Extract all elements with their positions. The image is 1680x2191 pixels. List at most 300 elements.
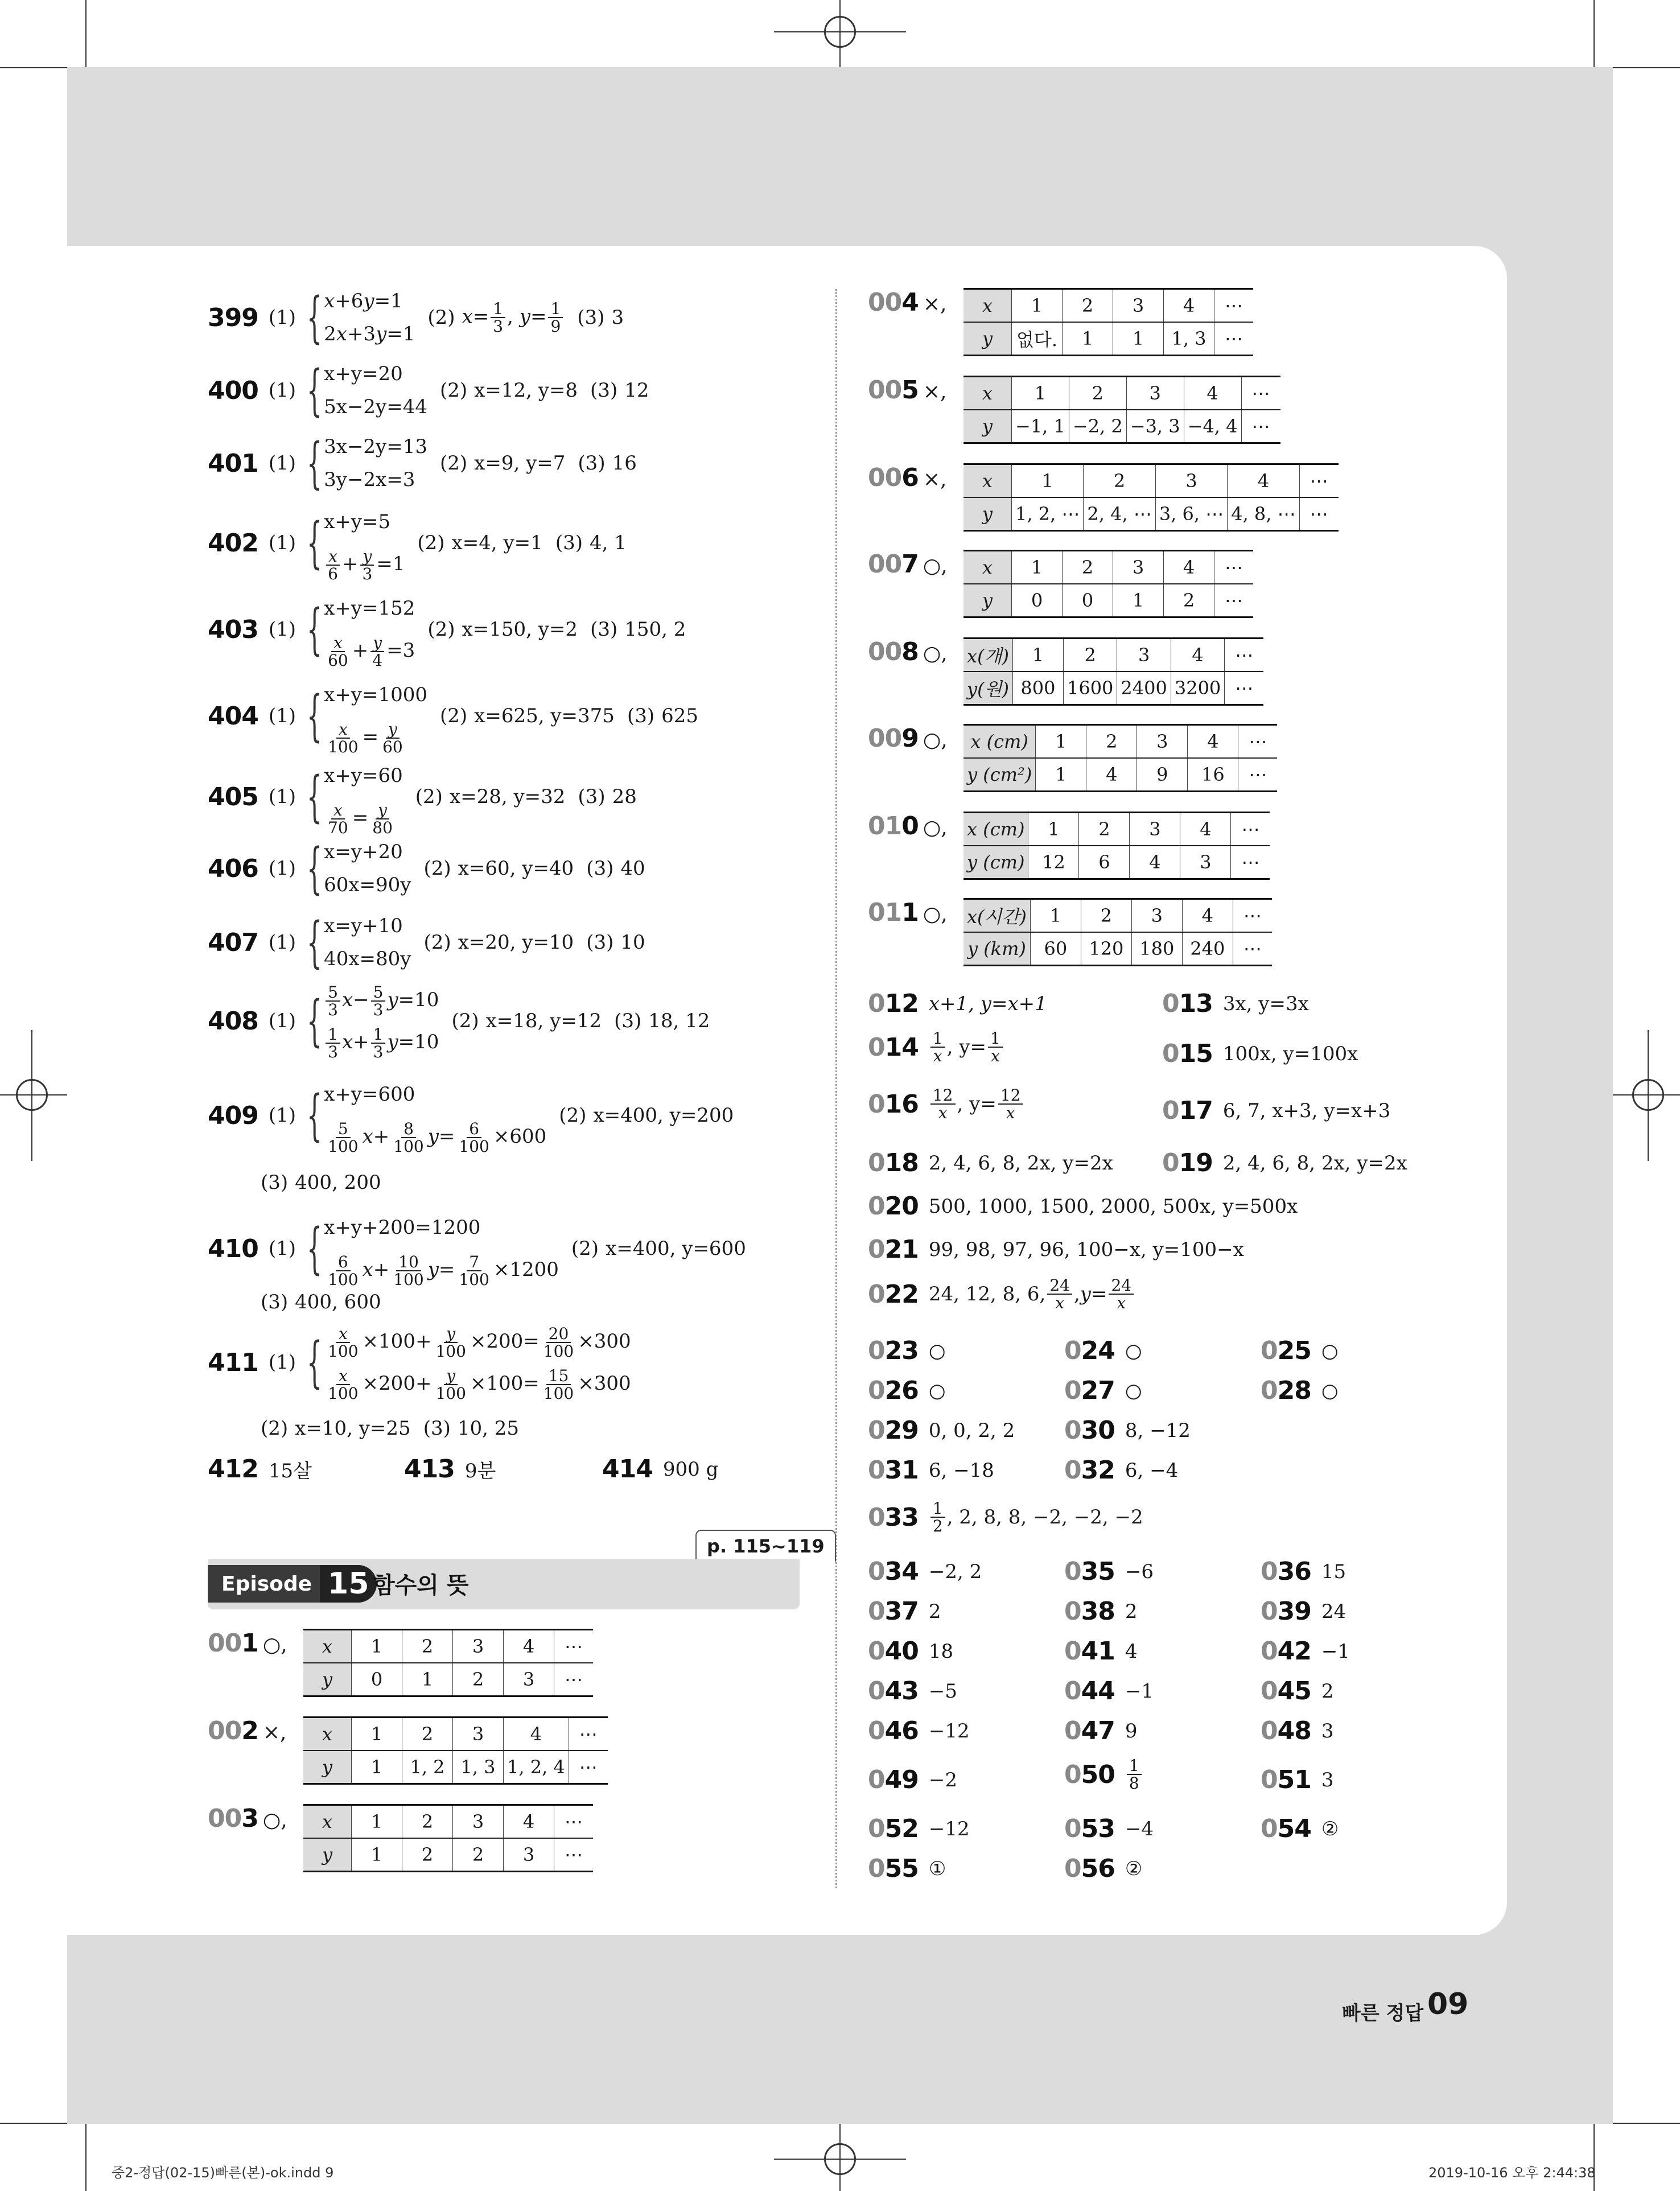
table-cell: 1 xyxy=(1113,584,1164,617)
problem-045: 045 2 xyxy=(1261,1677,1334,1706)
problem-number: 008 xyxy=(868,637,919,666)
table-row xyxy=(303,1630,593,1663)
problem-414: 414 900 g xyxy=(602,1455,719,1484)
table-cell: 16 xyxy=(1188,758,1238,792)
row-header-cell: y xyxy=(963,410,1012,443)
equation-system: { x+6y=1 2x+3y=1 xyxy=(306,286,415,349)
table-cell: 4, 8, ⋯ xyxy=(1228,497,1299,531)
table-cell: 3 xyxy=(453,1718,504,1751)
row-header-cell: y xyxy=(963,497,1012,531)
table-answer xyxy=(868,812,1270,880)
table-cell: 3200 xyxy=(1171,672,1224,705)
row-header-cell: y (cm) xyxy=(963,846,1028,879)
problem-016: 016 $\frac{12}{x}$ , y= $\frac{12}{x}$ xyxy=(868,1087,1024,1122)
table-cell: ⋯ xyxy=(1299,464,1339,498)
row-header-cell: y(원) xyxy=(963,672,1012,705)
table-cell: 6 xyxy=(1079,846,1130,879)
row-header-cell: x xyxy=(303,1805,352,1839)
table-answer-label xyxy=(868,812,963,841)
table-row xyxy=(303,1838,593,1872)
table-row xyxy=(963,725,1277,759)
problem-027: 027 ○ xyxy=(1064,1376,1142,1405)
judgement-mark: ×, xyxy=(262,1721,287,1744)
table-cell: 2 xyxy=(1081,899,1131,933)
problem-028: 028 ○ xyxy=(1261,1376,1339,1405)
table-cell: 2 xyxy=(1063,289,1113,323)
crop-mark xyxy=(839,2124,841,2191)
problem-023: 023 ○ xyxy=(868,1336,946,1365)
problem-047: 047 9 xyxy=(1064,1716,1138,1745)
crop-mark xyxy=(0,67,67,68)
problem-035: 035 −6 xyxy=(1064,1557,1154,1586)
table-cell: 3 xyxy=(1113,551,1164,584)
table-cell: 1 xyxy=(352,1805,402,1839)
judgement-mark: ○, xyxy=(262,1633,287,1657)
table-answer-label xyxy=(208,1716,303,1745)
problem-018: 018 2, 4, 6, 8, 2x, y=2x xyxy=(868,1148,1113,1177)
problem-399: 399 (1) { x+6y=1 2x+3y=1 (2) x= $\frac{1}{3}$ , y= $\frac{1}{9}$ (3) 3 xyxy=(208,286,624,349)
problem-number: 002 xyxy=(208,1716,258,1745)
page-range-tab: p. 115~119 xyxy=(695,1530,836,1562)
table-cell: 800 xyxy=(1012,672,1063,705)
table-cell: 1 xyxy=(1113,322,1164,356)
problem-021: 021 99, 98, 97, 96, 100−x, y=100−x xyxy=(868,1235,1244,1264)
table-cell: 1 xyxy=(1012,551,1063,584)
judgement-mark: ×, xyxy=(923,380,947,403)
table-row xyxy=(963,584,1253,617)
table-cell: 4 xyxy=(1228,464,1299,498)
table-cell: 1 xyxy=(1012,639,1063,672)
row-header-cell: x (cm) xyxy=(963,813,1028,846)
table-cell: 1 xyxy=(1012,377,1069,410)
problem-030: 030 8, −12 xyxy=(1064,1416,1191,1445)
problem-042: 042 −1 xyxy=(1261,1637,1350,1666)
problem-013: 013 3x, y=3x xyxy=(1162,989,1309,1018)
episode-badge: Episode 15 xyxy=(208,1565,377,1603)
table-cell: 2 xyxy=(1079,813,1130,846)
table-cell: 4 xyxy=(1130,846,1180,879)
row-header-cell: x(시간) xyxy=(963,899,1030,933)
table-answer xyxy=(868,463,1339,532)
crop-mark xyxy=(839,0,841,67)
table-cell: 1 xyxy=(1063,322,1113,356)
problem-038: 038 2 xyxy=(1064,1597,1138,1626)
table-cell: ⋯ xyxy=(1299,497,1339,531)
table-cell: −4, 4 xyxy=(1184,410,1241,443)
table-row xyxy=(963,672,1263,705)
table-answer-label xyxy=(868,550,963,579)
table-cell: 9 xyxy=(1137,758,1188,792)
problem-number: 009 xyxy=(868,724,919,753)
table-answer-label xyxy=(208,1804,303,1833)
crop-mark xyxy=(1613,2123,1680,2124)
correspondence-table xyxy=(303,1629,593,1697)
table-cell: 2 xyxy=(402,1718,453,1751)
table-cell: ⋯ xyxy=(554,1805,594,1839)
problem-053: 053 −4 xyxy=(1064,1814,1154,1843)
table-row xyxy=(963,410,1280,443)
row-header-cell: x (cm) xyxy=(963,725,1036,759)
table-cell: ⋯ xyxy=(1214,551,1254,584)
table-cell: 1 xyxy=(1012,464,1084,498)
table-cell: ⋯ xyxy=(1225,639,1264,672)
table-answer xyxy=(208,1716,608,1785)
judgement-mark: ○, xyxy=(923,728,948,752)
correspondence-table xyxy=(963,288,1253,356)
problem-409: 409 (1) { x+y=600 $\frac{5}{100}$ x+ $\frac{8}{100}$ y= $\frac{6}{100}$ ×600 (2) x=400, y=200 xyxy=(208,1083,734,1156)
row-header-cell: y xyxy=(303,1663,352,1696)
table-cell: ⋯ xyxy=(1238,758,1278,792)
problem-050: 050 $\frac{1}{8}$ xyxy=(1064,1757,1156,1792)
table-cell: 1 xyxy=(352,1718,402,1751)
table-cell: 1 xyxy=(352,1630,402,1663)
quick-answer-label: 빠른 정답 xyxy=(1342,2002,1424,2025)
table-answer xyxy=(868,376,1280,444)
episode-header xyxy=(208,1559,800,1609)
problem-number: 011 xyxy=(868,898,919,927)
table-cell: ⋯ xyxy=(1231,813,1270,846)
table-cell: 3 xyxy=(453,1630,504,1663)
table-cell: 2 xyxy=(402,1805,453,1839)
table-cell: ⋯ xyxy=(1238,725,1278,759)
problem-052: 052 −12 xyxy=(868,1814,970,1843)
problem-405: 405 (1) { x+y=60 $\frac{x}{70}$ = $\frac{y}{80}$ (2) x=28, y=32 (3) 28 xyxy=(208,764,637,837)
judgement-mark: ×, xyxy=(923,293,947,316)
table-cell: −2, 2 xyxy=(1069,410,1126,443)
table-cell: 2 xyxy=(453,1838,504,1872)
problem-019: 019 2, 4, 6, 8, 2x, y=2x xyxy=(1162,1148,1407,1177)
table-cell: 1, 3 xyxy=(453,1751,504,1784)
table-cell: 1 xyxy=(1012,289,1063,323)
table-cell: 3, 6, ⋯ xyxy=(1155,497,1227,531)
table-cell: 3 xyxy=(1180,846,1231,879)
table-row xyxy=(963,639,1263,672)
table-row xyxy=(963,464,1339,498)
table-cell: 없다. xyxy=(1012,322,1063,356)
row-header-cell: x xyxy=(303,1718,352,1751)
judgement-mark: ○, xyxy=(923,903,948,926)
problem-number: 001 xyxy=(208,1629,258,1658)
table-row xyxy=(303,1663,593,1696)
table-cell: ⋯ xyxy=(1225,672,1264,705)
correspondence-table xyxy=(963,637,1263,706)
table-cell: ⋯ xyxy=(569,1751,608,1784)
table-cell: ⋯ xyxy=(1233,932,1272,966)
problem-number: 006 xyxy=(868,463,919,492)
row-header-cell: y (km) xyxy=(963,932,1030,966)
table-cell: 180 xyxy=(1131,932,1182,966)
table-row xyxy=(303,1805,593,1839)
table-cell: ⋯ xyxy=(554,1630,594,1663)
judgement-mark: ○, xyxy=(923,554,948,578)
problem-012: 012 x+1, y=x+1 xyxy=(868,989,1047,1018)
bottom-gray-band xyxy=(67,1935,1613,2124)
table-cell: 3 xyxy=(1130,813,1180,846)
problem-411: 411 (1) { $\frac{x}{100}$ ×100+ $\frac{y}{100}$ ×200= $\frac{20}{100}$ ×300 $\frac{x}{100}$ ×200+ $\frac{y}{100}$ ×100= $\frac{15}{100}$ ×300 xyxy=(208,1324,631,1403)
row-header-cell: x(개) xyxy=(963,639,1012,672)
crop-mark xyxy=(0,1094,67,1096)
problem-410-part3: (3) 400, 600 xyxy=(261,1291,381,1313)
table-cell: 2 xyxy=(402,1630,453,1663)
table-cell: 2 xyxy=(1164,584,1214,617)
judgement-mark: ○, xyxy=(923,642,948,665)
problem-024: 024 ○ xyxy=(1064,1336,1142,1365)
row-header-cell: y (cm²) xyxy=(963,758,1036,792)
table-cell: ⋯ xyxy=(569,1718,608,1751)
row-header-cell: x xyxy=(303,1630,352,1663)
table-cell: 1 xyxy=(402,1663,453,1696)
table-cell: 4 xyxy=(504,1805,554,1839)
problem-401: 401 (1) { 3x−2y=13 3y−2x=3 (2) x=9, y=7 (3) 16 xyxy=(208,431,637,495)
table-cell: ⋯ xyxy=(1241,410,1280,443)
table-cell: 3 xyxy=(1117,639,1171,672)
table-cell: 1 xyxy=(1030,899,1081,933)
problem-413: 413 9분 xyxy=(404,1455,496,1484)
correspondence-table xyxy=(963,898,1272,966)
episode-title: 함수의 뜻 xyxy=(373,1572,469,1599)
problem-044: 044 −1 xyxy=(1064,1677,1154,1706)
table-cell: 3 xyxy=(1131,899,1182,933)
table-cell: ⋯ xyxy=(1214,322,1254,356)
table-answer-label xyxy=(868,637,963,666)
problem-036: 036 15 xyxy=(1261,1557,1347,1586)
crop-mark xyxy=(0,2123,67,2124)
table-cell: 4 xyxy=(1188,725,1238,759)
correspondence-table xyxy=(963,724,1277,792)
table-answer xyxy=(868,898,1272,966)
table-answer xyxy=(868,637,1263,706)
problem-408: 408 (1) { $\frac{5}{3}$ x− $\frac{5}{3}$ y=10 $\frac{1}{3}$ x+ $\frac{1}{3}$ y=10 (2) x=18, y=12 (3) 18, 12 xyxy=(208,982,710,1061)
column-divider xyxy=(835,289,837,1888)
table-cell: 1, 3 xyxy=(1164,322,1214,356)
table-row xyxy=(963,551,1253,584)
problem-043: 043 −5 xyxy=(868,1677,957,1706)
table-cell: 3 xyxy=(1137,725,1188,759)
table-cell: 2 xyxy=(453,1663,504,1696)
table-answer-label xyxy=(868,376,963,405)
problem-032: 032 6, −4 xyxy=(1064,1456,1179,1485)
problem-033: 033 $\frac{1}{2}$ , 2, 8, 8, −2, −2, −2 xyxy=(868,1499,1143,1536)
table-cell: 4 xyxy=(504,1718,569,1751)
answer: x= $\frac{1}{3}$ , y= $\frac{1}{9}$ xyxy=(462,300,565,335)
table-row xyxy=(963,758,1277,792)
table-cell: 4 xyxy=(1182,899,1233,933)
table-cell: 3 xyxy=(504,1838,554,1872)
judgement-mark: ○, xyxy=(923,816,948,839)
crop-mark xyxy=(85,2124,87,2191)
row-header-cell: x xyxy=(963,551,1012,584)
crop-mark xyxy=(85,0,87,67)
table-row xyxy=(303,1718,608,1751)
problem-number: 399 xyxy=(208,303,258,332)
table-cell: 1, 2 xyxy=(402,1751,453,1784)
row-header-cell: y xyxy=(303,1751,352,1784)
row-header-cell: x xyxy=(963,377,1012,410)
table-row xyxy=(963,497,1339,531)
table-cell: ⋯ xyxy=(1233,899,1272,933)
problem-014: 014 $\frac{1}{x}$ , y= $\frac{1}{x}$ xyxy=(868,1030,1004,1065)
table-row xyxy=(963,377,1280,410)
crop-mark xyxy=(1613,1094,1680,1096)
table-cell: 4 xyxy=(1180,813,1231,846)
table-cell: ⋯ xyxy=(1241,377,1280,410)
problem-411-parts: (2) x=10, y=25 (3) 10, 25 xyxy=(261,1417,520,1440)
table-cell: 240 xyxy=(1182,932,1233,966)
problem-412: 412 15살 xyxy=(208,1455,312,1484)
table-answer-label xyxy=(868,463,963,492)
problem-054: 054 ② xyxy=(1261,1814,1339,1843)
table-cell: −3, 3 xyxy=(1126,410,1184,443)
table-cell: 1, 2, ⋯ xyxy=(1012,497,1084,531)
problem-017: 017 6, 7, x+3, y=x+3 xyxy=(1162,1096,1391,1125)
table-cell: 0 xyxy=(1063,584,1113,617)
table-cell: 1, 2, 4 xyxy=(504,1751,569,1784)
table-cell: 0 xyxy=(1012,584,1063,617)
table-cell: 3 xyxy=(1126,377,1184,410)
table-answer xyxy=(868,550,1253,618)
correspondence-table xyxy=(303,1716,608,1785)
problem-402: 402 (1) { x+y=5 $\frac{x}{6}$ + $\frac{y}{3}$ =1 (2) x=4, y=1 (3) 4, 1 xyxy=(208,510,627,583)
crop-mark xyxy=(31,1030,32,1161)
top-gray-band xyxy=(67,67,1613,272)
table-cell: 1 xyxy=(1036,725,1086,759)
table-cell: 60 xyxy=(1030,932,1081,966)
problem-040: 040 18 xyxy=(868,1637,954,1666)
problem-number: 003 xyxy=(208,1804,258,1833)
table-cell: 3 xyxy=(1113,289,1164,323)
problem-049: 049 −2 xyxy=(868,1765,957,1794)
table-answer xyxy=(208,1629,593,1697)
correspondence-table xyxy=(963,550,1253,618)
table-cell: 2 xyxy=(1084,464,1155,498)
table-cell: 4 xyxy=(1164,551,1214,584)
table-row xyxy=(303,1751,608,1784)
problem-number: 007 xyxy=(868,550,919,579)
table-cell: 1 xyxy=(352,1838,402,1872)
table-row xyxy=(963,899,1272,933)
table-cell: 1 xyxy=(352,1751,402,1784)
problem-025: 025 ○ xyxy=(1261,1336,1339,1365)
correspondence-table xyxy=(963,463,1339,532)
table-cell: 4 xyxy=(1184,377,1241,410)
table-answer-label xyxy=(868,898,963,927)
table-row xyxy=(963,932,1272,966)
problem-034: 034 −2, 2 xyxy=(868,1557,982,1586)
table-answer xyxy=(208,1804,593,1872)
table-answer xyxy=(868,724,1277,792)
table-answer xyxy=(868,288,1253,356)
row-header-cell: y xyxy=(303,1838,352,1872)
table-row xyxy=(963,289,1253,323)
table-cell: 2 xyxy=(1063,551,1113,584)
row-header-cell: x xyxy=(963,289,1012,323)
problem-051: 051 3 xyxy=(1261,1765,1334,1794)
table-cell: ⋯ xyxy=(1231,846,1270,879)
table-cell: ⋯ xyxy=(1214,584,1254,617)
crop-mark xyxy=(1593,0,1595,67)
table-cell: ⋯ xyxy=(554,1663,594,1696)
file-info: 중2-정답(02-15)빠른(본)-ok.indd 9 xyxy=(112,2165,334,2181)
correspondence-table xyxy=(963,376,1280,444)
table-cell: 1600 xyxy=(1063,672,1117,705)
table-cell: −1, 1 xyxy=(1012,410,1069,443)
problem-039: 039 24 xyxy=(1261,1597,1347,1626)
problem-407: 407 (1) { x=y+10 40x=80y (2) x=20, y=10 (3) 10 xyxy=(208,911,645,974)
problem-031: 031 6, −18 xyxy=(868,1456,994,1485)
table-cell: 2 xyxy=(402,1838,453,1872)
table-cell: 3 xyxy=(1155,464,1227,498)
timestamp: 2019-10-16 오후 2:44:38 xyxy=(1428,2165,1596,2181)
correspondence-table xyxy=(963,812,1270,880)
table-cell: 2 xyxy=(1069,377,1126,410)
problem-403: 403 (1) { x+y=152 $\frac{x}{60}$ + $\frac{y}{4}$ =3 (2) x=150, y=2 (3) 150, 2 xyxy=(208,597,686,670)
table-row xyxy=(963,813,1270,846)
problem-number: 010 xyxy=(868,812,919,841)
problem-400: 400 (1) { x+y=20 5x−2y=44 (2) x=12, y=8 (3) 12 xyxy=(208,359,649,422)
problem-056: 056 ② xyxy=(1064,1854,1143,1883)
table-cell: 1 xyxy=(1028,813,1079,846)
table-answer-label xyxy=(868,724,963,753)
page-number: 09 xyxy=(1427,1987,1469,2021)
table-row xyxy=(963,846,1270,879)
table-cell: 0 xyxy=(352,1663,402,1696)
table-answer-label xyxy=(868,288,963,317)
problem-number: 005 xyxy=(868,376,919,405)
problem-029: 029 0, 0, 2, 2 xyxy=(868,1416,1015,1445)
table-cell: ⋯ xyxy=(554,1838,594,1872)
problem-037: 037 2 xyxy=(868,1597,941,1626)
problem-404: 404 (1) { x+y=1000 $\frac{x}{100}$ = $\frac{y}{60}$ (2) x=625, y=375 (3) 625 xyxy=(208,683,699,756)
table-cell: 4 xyxy=(1164,289,1214,323)
problem-409-part3: (3) 400, 200 xyxy=(261,1171,381,1194)
problem-406: 406 (1) { x=y+20 60x=90y (2) x=60, y=40 (3) 40 xyxy=(208,837,645,900)
table-cell: 2 xyxy=(1063,639,1117,672)
table-cell: 4 xyxy=(1086,758,1137,792)
table-cell: ⋯ xyxy=(1214,289,1254,323)
judgement-mark: ×, xyxy=(923,468,947,491)
table-cell: 2400 xyxy=(1117,672,1171,705)
judgement-mark: ○, xyxy=(262,1809,287,1832)
problem-410: 410 (1) { x+y+200=1200 $\frac{6}{100}$ x+ $\frac{10}{100}$ y= $\frac{7}{100}$ ×1200 (2) x=400, y=600 xyxy=(208,1216,746,1289)
table-answer-label xyxy=(208,1629,303,1658)
table-cell: 1 xyxy=(1036,758,1086,792)
table-cell: 3 xyxy=(504,1663,554,1696)
crop-mark xyxy=(1613,67,1680,68)
row-header-cell: x xyxy=(963,464,1012,498)
problem-015: 015 100x, y=100x xyxy=(1162,1039,1358,1068)
problem-048: 048 3 xyxy=(1261,1716,1334,1745)
table-cell: 4 xyxy=(504,1630,554,1663)
problem-020: 020 500, 1000, 1500, 2000, 500x, y=500x xyxy=(868,1192,1298,1221)
row-header-cell: y xyxy=(963,584,1012,617)
problem-046: 046 −12 xyxy=(868,1716,970,1745)
problem-041: 041 4 xyxy=(1064,1637,1138,1666)
correspondence-table xyxy=(303,1804,593,1872)
row-header-cell: y xyxy=(963,322,1012,356)
problem-022: 022 24, 12, 8, 6, $\frac{24}{x}$ , y = $\frac{24}{x}$ xyxy=(868,1277,1135,1312)
table-cell: 2 xyxy=(1086,725,1137,759)
problem-026: 026 ○ xyxy=(868,1376,946,1405)
problem-number: 004 xyxy=(868,288,919,317)
table-cell: 3 xyxy=(453,1805,504,1839)
table-cell: 4 xyxy=(1171,639,1224,672)
table-cell: 2, 4, ⋯ xyxy=(1084,497,1155,531)
table-cell: 12 xyxy=(1028,846,1079,879)
table-row xyxy=(963,322,1253,356)
problem-055: 055 ① xyxy=(868,1854,946,1883)
crop-mark xyxy=(1648,1030,1649,1161)
table-cell: 120 xyxy=(1081,932,1131,966)
